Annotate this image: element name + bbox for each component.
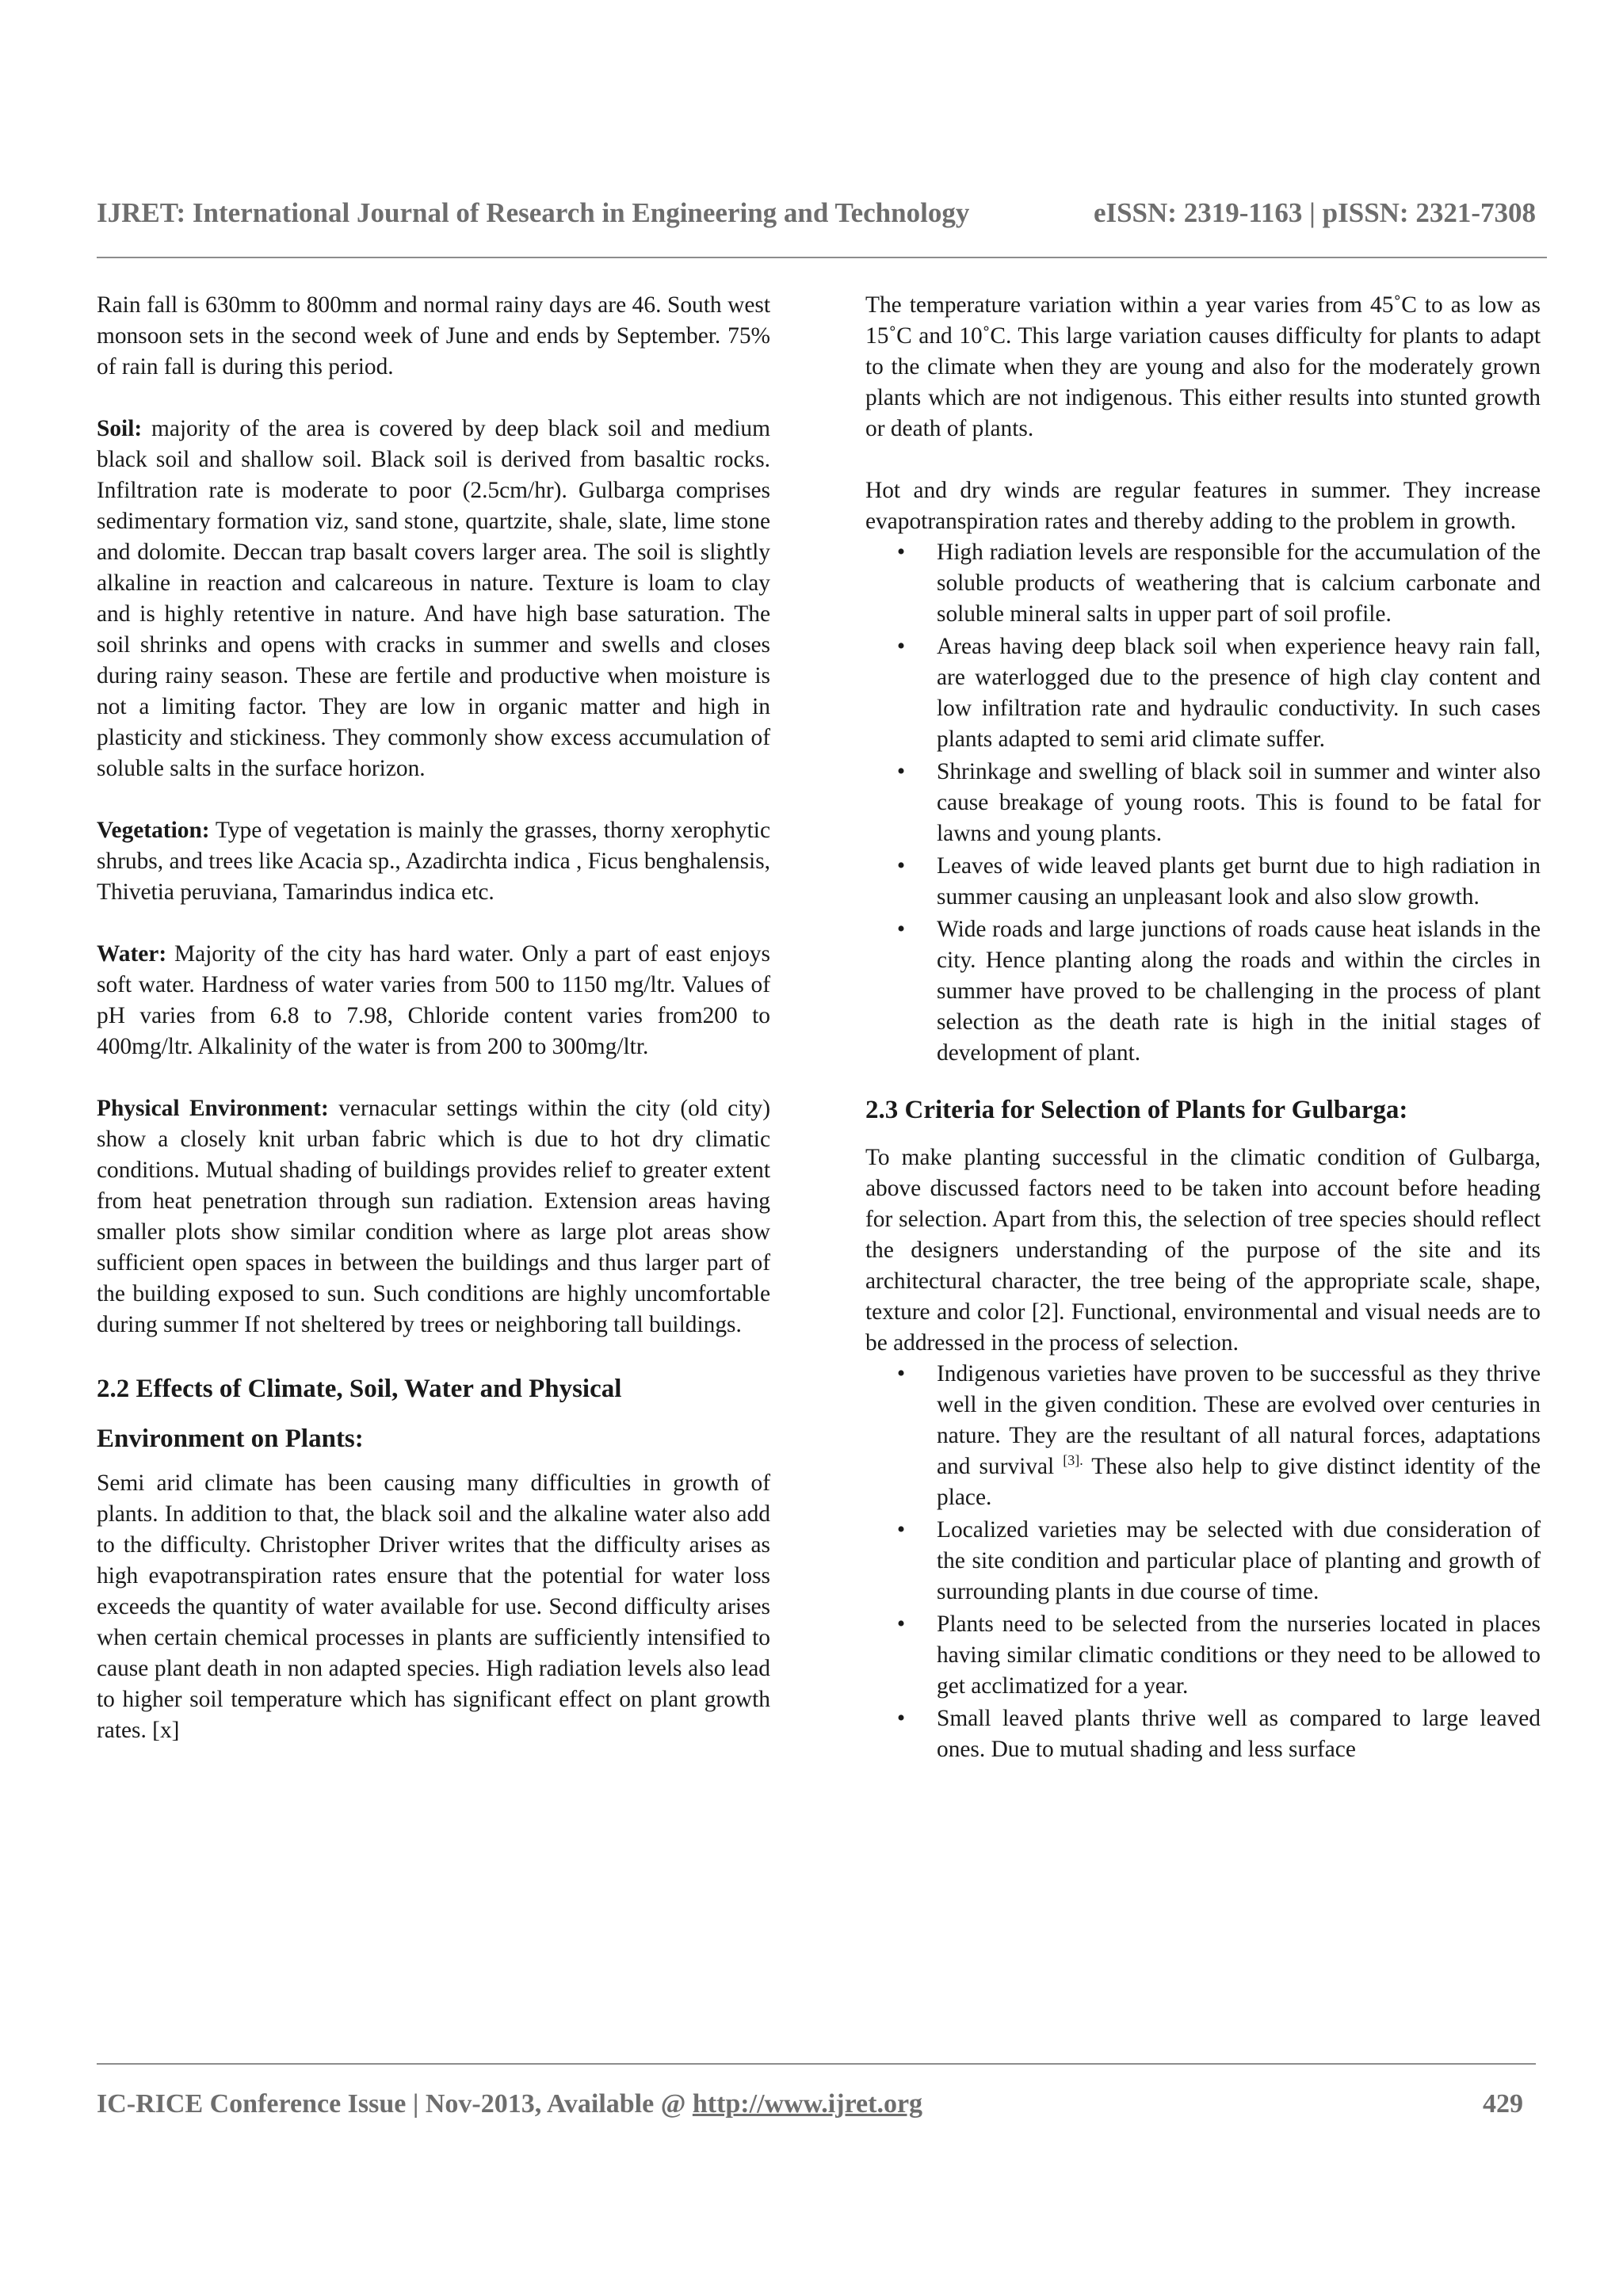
bullet-icon: • [896,1706,906,1731]
citation-superscript: [3]. [1063,1452,1083,1469]
bullet-icon: • [896,1611,906,1637]
running-footer [97,2082,1523,2126]
footer-rule [97,2063,1536,2065]
list-item: • Areas having deep black soil when experience heavy rain fall, are waterlogged due to the presence of high clay content and low infiltration rate and hydraulic conductivity. In such cases plants adapted to semi arid climate suffer. [865,631,1541,755]
list-item: • Indigenous varieties have proven to be successful as they thrive well in the given condition. These are evolved over centuries in nature. They are the resultant of all natural forces, adaptations and survival $^{[3].}$ These also help to give distinct identity of the place. [865,1359,1541,1513]
rainfall-paragraph: Rain fall is 630mm to 800mm and normal rainy days are 46. South west monsoon sets in the second week of June and ends by September. 75% of rain fall is during this period. [97,292,770,379]
soil-text: majority of the area is covered by deep black soil and medium black soil and shallow soil. Black soil is derived from basaltic rocks. Infiltration rate is moderate to poor (2.5cm/hr). Gulbarga comprises sedimentary formation viz, sand stone, quartzite, shale, slate, lime stone and dolomite. Deccan trap basalt covers larger area. The soil is slightly alkaline in reaction and calcareous in nature. Texture is loam to clay and is highly retentive in nature. And have high base saturation. The soil shrinks and opens with cracks in summer and swells and closes during rainy season. These are fertile and productive when moisture is not a limiting factor. They are low in organic matter and high in plasticity and stickiness. They commonly show excess accumulation of soluble salts in the surface horizon. [97,416,770,781]
vegetation-paragraph [97,815,770,908]
bullet-icon: • [896,1517,906,1543]
criteria-list [865,1359,1541,1765]
physical-environment-paragraph [97,1093,770,1341]
physical-environment-label: Physical Environment: [97,1096,329,1121]
page-number: 429 [1483,2089,1523,2119]
problems-list [865,537,1541,1069]
issn-numbers: eISSN: 2319-1163 | pISSN: 2321-7308 [1093,197,1536,228]
list-item: • Small leaved plants thrive well as compared to large leaved ones. Due to mutual shading and less surface [865,1703,1541,1765]
list-item: • High radiation levels are responsible for the accumulation of the soluble products of weathering that is calcium carbonate and soluble mineral salts in upper part of soil profile. [865,537,1541,630]
left-column [97,290,770,1746]
criteria-paragraph: To make planting successful in the climatic condition of Gulbarga, above discussed factors need to be taken into account before heading for selection. Apart from this, the selection of tree species should reflect the designers understanding of the purpose of the site and its architectural character, the tree being of the appropriate scale, shape, texture and color [2]. Functional, environmental and visual needs are to be addressed in the process of selection. [865,1145,1541,1356]
list-item: • Localized varieties may be selected with due consideration of the site condition and particular place of planting and growth of surrounding plants in due course of time. [865,1515,1541,1608]
list-item: • Shrinkage and swelling of black soil in summer and winter also cause breakage of young roots. This is found to be fatal for lawns and young plants. [865,757,1541,849]
water-text: Majority of the city has hard water. Only a part of east enjoys soft water. Hardness of water varies from 500 to 1150 mg/ltr. Values of pH varies from 6.8 to 7.98, Chloride content varies from200 to 400mg/ltr. Alkalinity of the water is from 200 to 300mg/ltr. [97,941,770,1059]
bullet-icon: • [896,853,906,879]
temperature-paragraph: The temperature variation within a year varies from 45˚C to as low as 15˚C and 10˚C. This large variation causes difficulty for plants to adapt to the climate when they are young and also for the moderately grown plants which are not indigenous. This either results into stunted growth or death of plants. [865,292,1541,441]
effects-paragraph: Semi arid climate has been causing many difficulties in growth of plants. In addition to that, the black soil and the alkaline water also add to the difficulty. Christopher Driver writes that the difficulty arises as high evapotranspiration rates ensure that the potential for water loss exceeds the quantity of water available for use. Second difficulty arises when certain chemical processes in plants are sufficiently intensified to cause plant death in non adapted species. High radiation levels also lead to higher soil temperature which has significant effect on plant growth rates. [x] [97,1470,770,1743]
bullet-icon: • [896,759,906,784]
list-item: • Leaves of wide leaved plants get burnt due to high radiation in summer causing an unpleasant look and also slow growth. [865,851,1541,913]
running-header [97,193,1536,233]
water-label: Water: [97,941,167,967]
physical-environment-text: vernacular settings within the city (old city) show a closely knit urban fabric which is due to hot dry climatic conditions. Mutual shading of buildings provides relief to greater extent from heat penetration through sun radiation. Extension areas having smaller plots show similar condition where as large plot areas show sufficient open spaces in between the buildings and thus larger part of the building exposed to sun. Such conditions are highly uncomfortable during summer If not sheltered by trees or neighboring tall buildings. [97,1096,770,1337]
header-rule [97,257,1547,258]
list-item: • Plants need to be selected from the nurseries located in places having similar climatic conditions or they need to be allowed to get acclimatized for a year. [865,1609,1541,1702]
journal-link[interactable]: http://www.ijret.org [692,2089,923,2119]
soil-paragraph [97,414,770,784]
bullet-icon: • [896,540,906,565]
bullet-icon: • [896,917,906,942]
list-item: • Wide roads and large junctions of roads cause heat islands in the city. Hence planting along the roads and within the circles in summer have proved to be challenging in the process of plant selection as the death rate is high in the initial stages of development of plant. [865,914,1541,1069]
bullet-icon: • [896,1361,906,1386]
winds-paragraph: Hot and dry winds are regular features in summer. They increase evapotranspiration rates and thereby adding to the problem in growth. [865,478,1541,534]
right-column [865,290,1541,1767]
bullet-icon: • [896,634,906,659]
section-heading-2-2-line2: Environment on Plants: [97,1425,364,1453]
section-heading-2-2-line1: 2.2 Effects of Climate, Soil, Water and Physical [97,1375,622,1403]
conference-info: IC-RICE Conference Issue | Nov-2013, Available @ http://www.ijret.org [97,2089,923,2119]
soil-label: Soil: [97,416,143,441]
journal-title: IJRET: International Journal of Research in Engineering and Technology [97,197,970,228]
vegetation-text: Type of vegetation is mainly the grasses, thorny xerophytic shrubs, and trees like Acacia sp., Azadirchta indica , Ficus benghalensis, Thivetia peruviana, Tamarindus indica etc. [97,818,770,905]
section-heading-2-3: 2.3 Criteria for Selection of Plants for Gulbarga: [865,1096,1408,1124]
water-paragraph [97,939,770,1062]
vegetation-label: Vegetation: [97,818,210,843]
